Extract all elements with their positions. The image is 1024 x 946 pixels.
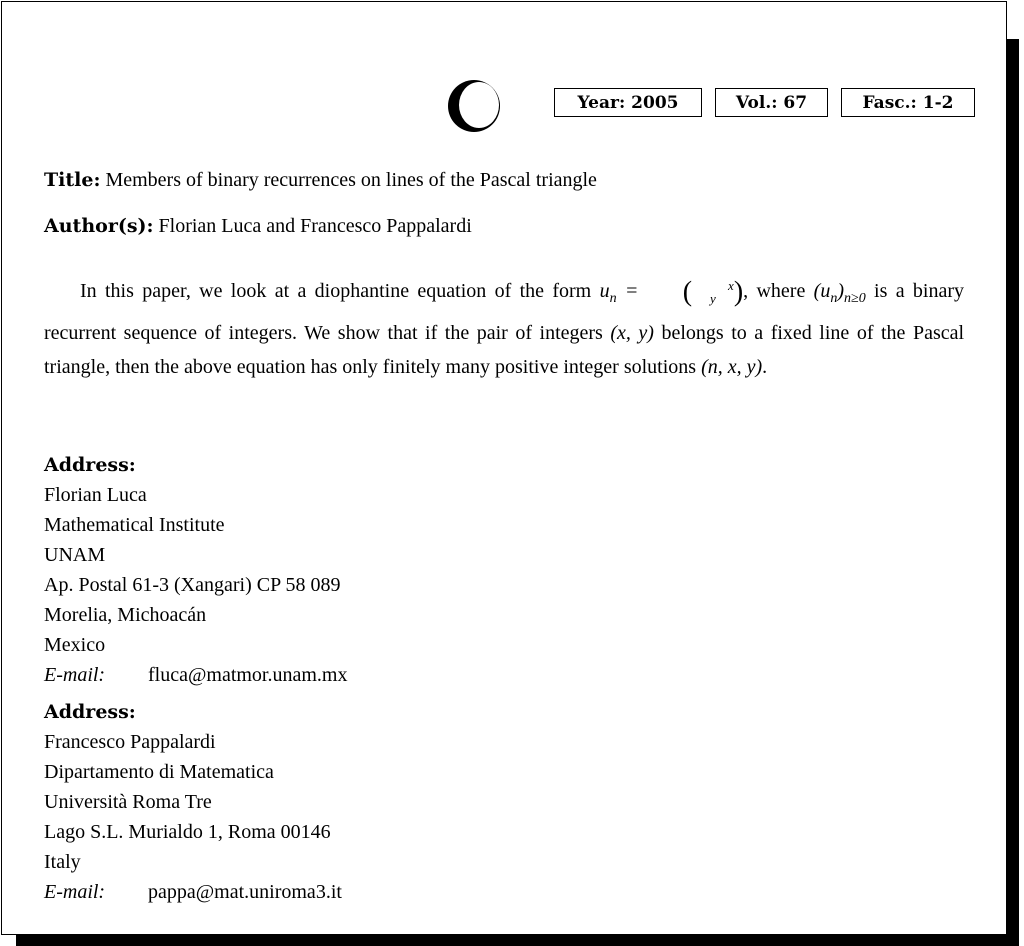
address-line: Morelia, Michoacán [44,604,207,626]
year-box: Year: 2005 [554,88,702,117]
email-line: E-mail: pappa@mat.uniroma3.it [44,881,342,903]
equation: $u_n$ = ( x y ) [599,276,744,308]
pair: (x, y) [610,322,654,344]
address-line: Dipartamento di Matematica [44,761,274,783]
address-block-2 [44,697,342,907]
authors-line [44,213,472,239]
triple: (n, x, y) [701,356,763,378]
paper-authors: Florian Luca and Francesco Pappalardi [158,215,472,237]
fascicle-box: Fasc.: 1-2 [841,88,975,117]
address-line: Mexico [44,634,106,656]
binomial: ( x y ) [682,276,744,308]
address-label: Address: [44,701,136,723]
address-line: UNAM [44,544,106,566]
address-line: Italy [44,851,81,873]
abstract-text: In this paper, we look at a diophantine equation of the form [80,280,592,302]
email-link[interactable]: fluca@matmor.unam.mx [148,664,348,686]
paper-title: Members of binary recurrences on lines of the Pascal triangle [105,169,597,191]
volume-box: Vol.: 67 [715,88,828,117]
journal-logo-icon [446,78,502,134]
title-label: Title: [44,169,101,191]
address-block-1 [44,450,347,690]
abstract: In this paper, we look at a diophantine equation of the form $u_n$ = ( x y ), where $(u_n)_{n\ge 0}$ is a binary recurrent sequence of integers. We show that if the pair of integers (x, y) belongs to a fixed line of the Pascal triangle, then the above equation has only finitely many positive integer solutions (n, x, y). [44,276,965,378]
page-shadow-right [1007,39,1019,946]
address-label: Address: [44,454,136,476]
title-line [44,167,597,193]
address-line: Francesco Pappalardi [44,731,216,753]
authors-label: Author(s): [44,215,154,237]
address-line: Florian Luca [44,484,147,506]
email-line: E-mail: fluca@matmor.unam.mx [44,664,348,686]
address-line: Ap. Postal 61-3 (Xangari) CP 58 089 [44,574,341,596]
address-line: Mathematical Institute [44,514,225,536]
address-line: Università Roma Tre [44,791,212,813]
address-line: Lago S.L. Murialdo 1, Roma 00146 [44,821,331,843]
page-shadow-bottom [16,935,1019,946]
sequence: $(u_n)_{n\ge 0}$ [813,280,866,306]
email-link[interactable]: pappa@mat.uniroma3.it [148,881,342,903]
